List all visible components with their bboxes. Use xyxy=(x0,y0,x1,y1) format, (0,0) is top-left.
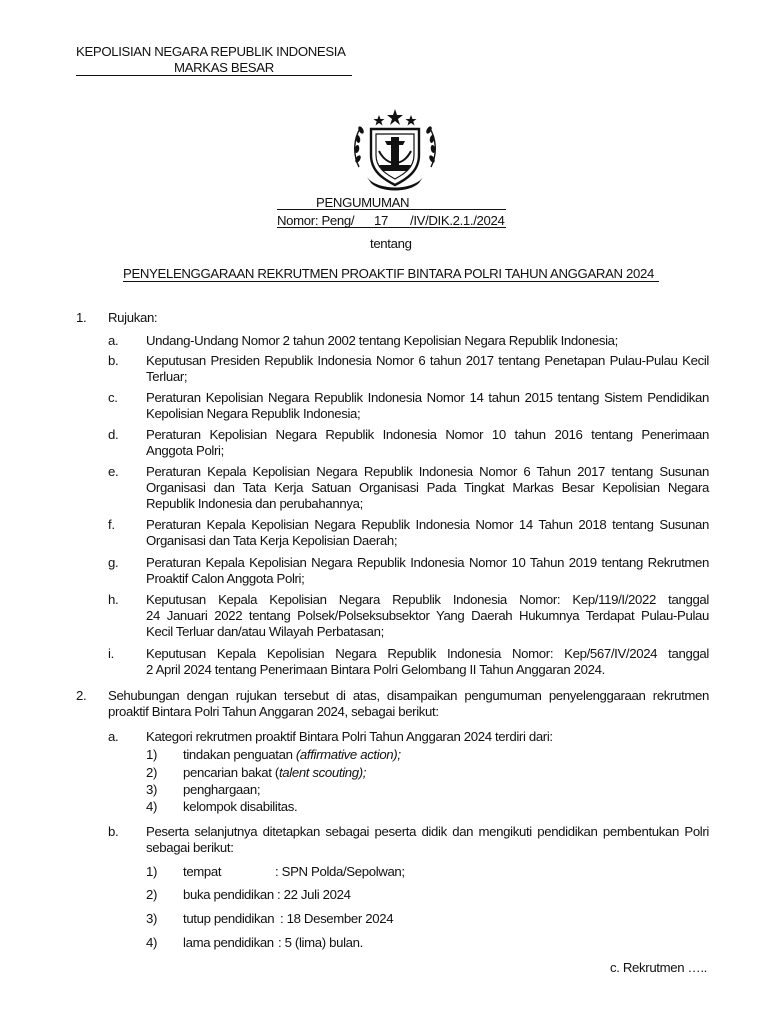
item-number: 3) xyxy=(146,782,158,797)
polri-emblem-icon xyxy=(349,107,441,193)
item-letter: i. xyxy=(108,646,114,661)
item-text: Organisasi dan Tata Kerja Satuan Organisasi Pada Tingkat Markas Besar Kepolisian Negara xyxy=(146,480,709,495)
subject-title: PENYELENGGARAAN REKRUTMEN PROAKTIF BINTARA POLRI TAHUN ANGGARAN 2024 xyxy=(123,266,654,281)
item-text: Organisasi dan Tata Kerja Kepolisian Daerah; xyxy=(146,533,398,548)
item-letter: e. xyxy=(108,464,119,479)
item-number: 2) xyxy=(146,887,158,902)
org-name-line2-box xyxy=(76,60,352,76)
item-text: Keputusan Kepala Kepolisian Negara Republik Indonesia Nomor: Kep/119/I/2022 tanggal xyxy=(146,592,709,607)
nomor-label: Nomor: Peng/ xyxy=(277,213,355,228)
nomor-code: /IV/DIK.2.1./2024 xyxy=(410,213,505,228)
item-letter: a. xyxy=(108,333,119,348)
item-value: : 18 Desember 2024 xyxy=(280,911,394,926)
item-value: : 22 Juli 2024 xyxy=(277,887,351,902)
subsection-b-text: Peserta selanjutnya ditetapkan sebagai peserta didik dan mengikuti pendidikan pembentukan Polri xyxy=(146,824,709,839)
item-text: Proaktif Calon Anggota Polri; xyxy=(146,571,305,586)
org-name-line2: MARKAS BESAR xyxy=(174,60,274,75)
item-text: pencarian bakat (talent scouting); xyxy=(183,765,367,780)
item-label: tutup pendidikan xyxy=(183,911,275,926)
tentang-label: tentang xyxy=(370,236,412,251)
subsection-b-letter: b. xyxy=(108,824,119,839)
section2-number: 2. xyxy=(76,688,87,703)
subsection-a-intro: Kategori rekrutmen proaktif Bintara Polri Tahun Anggaran 2024 terdiri dari: xyxy=(146,729,553,744)
item-text: kelompok disabilitas. xyxy=(183,799,298,814)
nomor-number: 17 xyxy=(374,213,388,228)
nomor-line xyxy=(277,213,506,228)
item-label: buka pendidikan xyxy=(183,887,274,902)
item-text: Peraturan Kepala Kepolisian Negara Republik Indonesia Nomor 14 Tahun 2018 tentang Susunan xyxy=(146,517,709,532)
item-number: 4) xyxy=(146,799,158,814)
subject-box xyxy=(123,266,659,282)
item-letter: g. xyxy=(108,555,119,570)
section2-text: Sehubungan dengan rujukan tersebut di atas, disampaikan pengumuman penyelenggaraan rekrutmen xyxy=(108,688,709,703)
announcement-heading: PENGUMUMAN xyxy=(316,195,410,210)
item-label: tempat xyxy=(183,864,222,879)
page-continuation: c. Rekrutmen ….. xyxy=(610,960,707,975)
item-letter: f. xyxy=(108,517,115,532)
item-text: Terluar; xyxy=(146,369,188,384)
item-value: : SPN Polda/Sepolwan; xyxy=(275,864,405,879)
item-letter: d. xyxy=(108,427,119,442)
item-text: Republik Indonesia dan perubahannya; xyxy=(146,496,363,511)
item-value: : 5 (lima) bulan. xyxy=(278,935,363,950)
item-text: Keputusan Kepala Kepolisian Negara Republik Indonesia Nomor: Kep/567/IV/2024 tanggal xyxy=(146,646,709,661)
item-text: Anggota Polri; xyxy=(146,443,224,458)
section1-number: 1. xyxy=(76,310,87,325)
item-letter: c. xyxy=(108,390,118,405)
item-text: Undang-Undang Nomor 2 tahun 2002 tentang Kepolisian Negara Republik Indonesia; xyxy=(146,333,618,348)
item-text: tindakan penguatan (affirmative action); xyxy=(183,747,401,762)
item-number: 1) xyxy=(146,747,158,762)
subsection-b-text: sebagai berikut: xyxy=(146,840,234,855)
item-text: Peraturan Kepolisian Negara Republik Indonesia Nomor 10 tahun 2016 tentang Penerimaan xyxy=(146,427,709,442)
item-text: Peraturan Kepala Kepolisian Negara Republik Indonesia Nomor 10 Tahun 2019 tentang Rekrutmen xyxy=(146,555,709,570)
section1-label: Rujukan: xyxy=(108,310,158,325)
item-text: 2 April 2024 tentang Penerimaan Bintara Polri Gelombang II Tahun Anggaran 2024. xyxy=(146,662,605,677)
section2-text: proaktif Bintara Polri Tahun Anggaran 2024, sebagai berikut: xyxy=(108,704,439,719)
item-number: 2) xyxy=(146,765,158,780)
item-text: 24 Januari 2022 tentang Polsek/Polseksubsektor Yang Daerah Hukumnya Terdapat Pulau-Pulau xyxy=(146,608,709,623)
item-text: Kecil Terluar dan/atau Wilayah Perbatasan; xyxy=(146,624,384,639)
item-number: 4) xyxy=(146,935,158,950)
item-letter: h. xyxy=(108,592,119,607)
subsection-a-letter: a. xyxy=(108,729,119,744)
item-label: lama pendidikan xyxy=(183,935,274,950)
item-text: Peraturan Kepala Kepolisian Negara Republik Indonesia Nomor 6 Tahun 2017 tentang Susunan xyxy=(146,464,709,479)
item-text: Keputusan Presiden Republik Indonesia Nomor 6 tahun 2017 tentang Penetapan Pulau-Pulau Kecil xyxy=(146,353,709,368)
announcement-heading-box xyxy=(277,195,506,210)
org-name-line1: KEPOLISIAN NEGARA REPUBLIK INDONESIA xyxy=(76,44,346,59)
item-number: 1) xyxy=(146,864,158,879)
item-text: Peraturan Kepolisian Negara Republik Indonesia Nomor 14 tahun 2015 tentang Sistem Pendidikan xyxy=(146,390,709,405)
item-number: 3) xyxy=(146,911,158,926)
item-text: Kepolisian Negara Republik Indonesia; xyxy=(146,406,361,421)
item-letter: b. xyxy=(108,353,119,368)
item-text: penghargaan; xyxy=(183,782,261,797)
